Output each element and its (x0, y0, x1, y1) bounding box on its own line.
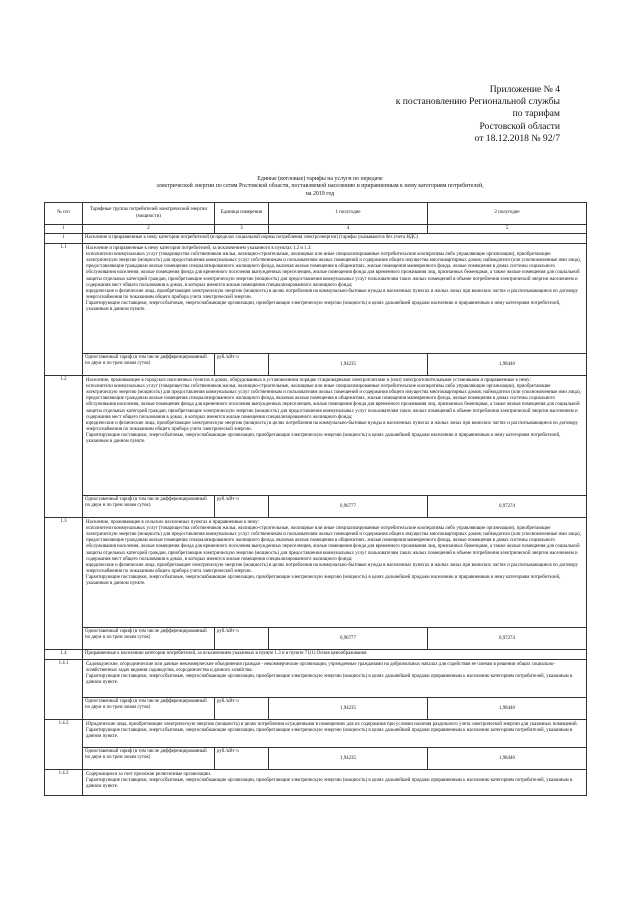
tariff-label: Одноставочный тариф (в том числе дифференцированный по двум и по трем зонам суток) (83, 698, 215, 720)
tariff-unit: руб./кВт·ч (215, 698, 269, 720)
row-description: Приравненные к населению категории потребителей, за исключением указанных в пункте 1.3 и в пункте 71(1) Основ ценообразования (83, 650, 587, 660)
desc-paragraph: Гарантирующие поставщики, энергосбытовые, энергоснабжающие организации, приобретающие электрическую энергию (мощность) в целях дальнейшей продажи приравненным к населению категориям потребителей, указанным в данном пункте. (86, 778, 573, 790)
appendix-line: Ростовской области (479, 120, 560, 132)
tariff-value-half1: 0,96777 (269, 496, 428, 518)
desc-paragraph: Юридические лица, приобретающие электрическую энергию (мощность) в целях потребления осужденными в помещениях для их содержания при условии наличия раздельного учета электрической энергии для указанных помещений. (86, 722, 578, 728)
header-half2: 2 полугодие (428, 203, 587, 225)
row-description (83, 720, 587, 748)
row-num: 1.4 (45, 650, 83, 660)
desc-paragraph: Население, проживающее в городских населенных пунктах в домах, оборудованных в установленном порядке стационарными электроплитами и (или) электроотопительными установками и приравненные к нему: (86, 378, 531, 384)
tariff-value-half2: 0,97274 (428, 496, 587, 518)
section-row (45, 234, 587, 244)
tariff-value-half1: 0,96777 (269, 628, 428, 650)
desc-paragraph: Население и приравненные к нему категории потребителей, за исключением указанного в пунктах 1.2 и 1.3: (86, 246, 312, 252)
row-num: 1.2 (45, 376, 83, 518)
desc-paragraph: исполнители коммунальных услуг (товарищества собственников жилья, жилищно-строительные, жилищные или иные специализированные потребительские кооперативы либо управляющие организации), приобретающие электрическую энергию (мощность) для предоставления коммунальных услуг собственникам и пользователям жилых помещений и содержания общего имущества многоквартирных домов; наймодатели (или уполномоченные ими лица), предоставляющие гражданам жилые помещения специализированного жилищного фонда, включая жилые помещения в общежитиях, жилые помещения маневренного фонда, жилые помещения в домах системы социального обслуживания населения, жилые помещения фонда для временного поселения вынужденных переселенцев, жилые помещения фонда для временного проживания лиц, признанных беженцами, а также жилые помещения для социальной защиты отдельных категорий граждан, приобретающие электрическую энергию (мощность) для предоставления коммунальных услуг пользователям таких жилых помещений в объеме потребления электрической энергии населением и содержания мест общего пользования в домах, в которых имеются жилые помещения специализированного жилищного фонда; (86, 526, 581, 562)
desc-paragraph: исполнители коммунальных услуг (товарищества собственников жилья, жилищно-строительные, жилищные или иные специализированные потребительские кооперативы либо управляющие организации), приобретающие электрическую энергию (мощность) для предоставления коммунальных услуг собственникам и пользователям жилых помещений и содержания общего имущества многоквартирных домов; наймодатели (или уполномоченные ими лица), предоставляющие гражданам жилые помещения специализированного жилищного фонда, включая жилые помещения в общежитиях, жилые помещения маневренного фонда, жилые помещения в домах системы социального обслуживания населения, жилые помещения фонда для временного поселения вынужденных переселенцев, жилые помещения фонда для временного проживания лиц, признанных беженцами, а также жилые помещения для социальной защиты отдельных категорий граждан, приобретающие электрическую энергию (мощность) для предоставления коммунальных услуг пользователям таких жилых помещений в объеме потребления электрической энергии населением и содержания мест общего пользования в домах, в которых имеются жилые помещения специализированного жилищного фонда; (86, 252, 581, 288)
title-line: Единые (котловые) тарифы на услуги по передаче (257, 176, 383, 182)
row-num: 1.4.3 (45, 770, 83, 796)
table-header-row (45, 203, 587, 225)
desc-paragraph: Гарантирующие поставщики, энергосбытовые, энергоснабжающие организации, приобретающие электрическую энергию (мощность) в целях дальнейшей продажи населению и приравненным к нему категориям потребителей, указанным в данном пункте. (86, 432, 561, 445)
tariff-subrow (45, 698, 587, 720)
row-num: 1.1 (45, 244, 83, 376)
tariff-value-half2: 1,98440 (428, 698, 587, 720)
row-description (83, 518, 587, 628)
desc-paragraph: Население, проживающее в сельских населенных пунктах и приравненные к нему: (86, 520, 260, 526)
column-number-row (45, 225, 587, 234)
desc-paragraph: юридические и физические лица, приобретающие электрическую энергию (мощность) в целях потребления на коммунально-бытовые нужды в населенных пунктах и жилых зонах при воинских частях и рассчитывающиеся по договору энергоснабжения по показаниям общего прибора учета электрической энергии. (86, 562, 578, 574)
tariff-value-half2: 0,97274 (428, 628, 587, 650)
header-unit: Единица измерения (215, 203, 269, 225)
tariff-unit: руб./кВт·ч (215, 628, 269, 650)
tariff-label: Одноставочный тариф (в том числе дифференцированный по двум и по трем зонам суток) (83, 628, 215, 650)
row-description (83, 376, 587, 496)
row-description (83, 770, 587, 796)
header-group: Тарифные группы потребителей электрической энергии (мощности) (83, 203, 215, 225)
appendix-line: от 18.12.2018 № 92/7 (474, 132, 560, 144)
table-row (45, 518, 587, 628)
document-title (60, 176, 580, 198)
table-row (45, 660, 587, 698)
desc-paragraph: юридические и физические лица, приобретающие электрическую энергию (мощность) в целях потребления на коммунально-бытовые нужды в населенных пунктах и жилых зонах при воинских частях и рассчитывающиеся по договору энергоснабжения по показаниям общего прибора учета электрической энергии. (86, 288, 578, 300)
tariff-value-half2: 1,98440 (428, 354, 587, 376)
col-number: 4 (269, 225, 428, 234)
tariff-value-half2: 1,98440 (428, 748, 587, 770)
tariff-unit: руб./кВт·ч (215, 354, 269, 376)
tariff-value-half1: 1,94235 (269, 748, 428, 770)
desc-paragraph: исполнители коммунальных услуг (товарищества собственников жилья, жилищно-строительные, жилищные или иные специализированные потребительские кооперативы либо управляющие организации), приобретающие электрическую энергию (мощность) для предоставления коммунальных услуг собственникам и пользователям жилых помещений и содержания общего имущества многоквартирных домов; наймодатели (или уполномоченные ими лица), предоставляющие гражданам жилые помещения специализированного жилищного фонда, включая жилые помещения в общежитиях, жилые помещения маневренного фонда, жилые помещения в домах системы социального обслуживания населения, жилые помещения фонда для временного поселения вынужденных переселенцев, жилые помещения фонда для временного проживания лиц, признанных беженцами, а также жилые помещения для социальной защиты отдельных категорий граждан, приобретающие электрическую энергию (мощность) для предоставления коммунальных услуг пользователям таких жилых помещений в объеме потребления электрической энергии населением и содержания мест общего пользования в домах, в которых имеются жилые помещения специализированного жилищного фонда; (86, 384, 581, 420)
desc-paragraph: Гарантирующие поставщики, энергосбытовые, энергоснабжающие организации, приобретающие электрическую энергию (мощность) в целях дальнейшей продажи населению и приравненным к нему категориям потребителей, указанным в данном пункте. (86, 300, 561, 313)
appendix-line: по тарифам (512, 108, 560, 120)
row-description (83, 660, 587, 698)
desc-paragraph: Гарантирующие поставщики, энергосбытовые, энергоснабжающие организации, приобретающие электрическую энергию (мощность) в целях дальнейшей продажи приравненным к населению категориям потребителей, указанным в данном пункте. (86, 674, 573, 686)
desc-paragraph: юридические и физические лица, приобретающие электрическую энергию (мощность) в целях потребления на коммунально-бытовые нужды в населенных пунктах и жилых зонах при воинских частях и рассчитывающиеся по договору энергоснабжения по показаниям общего прибора учета электрической энергии. (86, 420, 578, 432)
tariff-table (44, 202, 587, 796)
tariff-value-half1: 1,94235 (269, 698, 428, 720)
row-num: 1.4.1 (45, 660, 83, 720)
desc-paragraph: Содержащиеся за счет прихожан религиозные организации. (86, 772, 212, 778)
col-number: 2 (83, 225, 215, 234)
title-line: электрической энергии по сетям Ростовской области, поставляемой населению и приравненным к нему категориям потребителей, (156, 183, 484, 190)
desc-paragraph: Гарантирующие поставщики, энергосбытовые, энергоснабжающие организации, приобретающие электрическую энергию (мощность) в целях дальнейшей продажи населению и приравненным к нему категориям потребителей, указанным в данном пункте. (86, 574, 561, 587)
appendix-block (396, 84, 560, 145)
col-number: 3 (215, 225, 269, 234)
tariff-label: Одноставочный тариф (в том числе дифференцированный по двум и по трем зонам суток) (83, 748, 215, 770)
section-num: 1 (45, 234, 83, 244)
tariff-subrow (45, 748, 587, 770)
row-num: 1.4.2 (45, 720, 83, 770)
row-num: 1.3 (45, 518, 83, 650)
tariff-unit: руб./кВт·ч (215, 496, 269, 518)
title-line: на 2019 год (305, 190, 335, 197)
header-num: № п/п (45, 203, 83, 225)
section-text: Население и приравненные к нему категории потребителей (в пределах социальной нормы потребления электроэнергии) (тарифы указываются без учета НДС) (83, 234, 587, 244)
tariff-subrow (45, 496, 587, 518)
col-number: 5 (428, 225, 587, 234)
appendix-line: к постановлению Региональной службы (395, 96, 560, 108)
table-row (45, 650, 587, 660)
header-half1: 1 полугодие (269, 203, 428, 225)
desc-paragraph: Садоводческие, огороднические или дачные некоммерческие объединения граждан - некоммерческие организации, учрежденные гражданами на добровольных началах для содействия ее членам в решении общих социально-хозяйственных задач ведения садоводства, огородничества и дачного хозяйства. (86, 662, 556, 674)
desc-paragraph: Гарантирующие поставщики, энергосбытовые, энергоснабжающие организации, приобретающие электрическую энергию (мощность) в целях дальнейшей продажи приравненным к населению категориям потребителей, указанным в данном пункте. (86, 728, 573, 740)
appendix-line: Приложение № 4 (489, 84, 560, 95)
tariff-subrow (45, 354, 587, 376)
row-description (83, 244, 587, 354)
tariff-unit: руб./кВт·ч (215, 748, 269, 770)
tariff-subrow (45, 628, 587, 650)
table-row (45, 720, 587, 748)
tariff-label: Одноставочный тариф (в том числе дифференцированный по двум и по трем зонам суток) (83, 496, 215, 518)
table-row (45, 244, 587, 354)
table-row (45, 376, 587, 496)
tariff-value-half1: 1,94235 (269, 354, 428, 376)
table-row (45, 770, 587, 796)
col-number: 1 (45, 225, 83, 234)
tariff-label: Одноставочный тариф (в том числе дифференцированный по двум и по трем зонам суток) (83, 354, 215, 376)
